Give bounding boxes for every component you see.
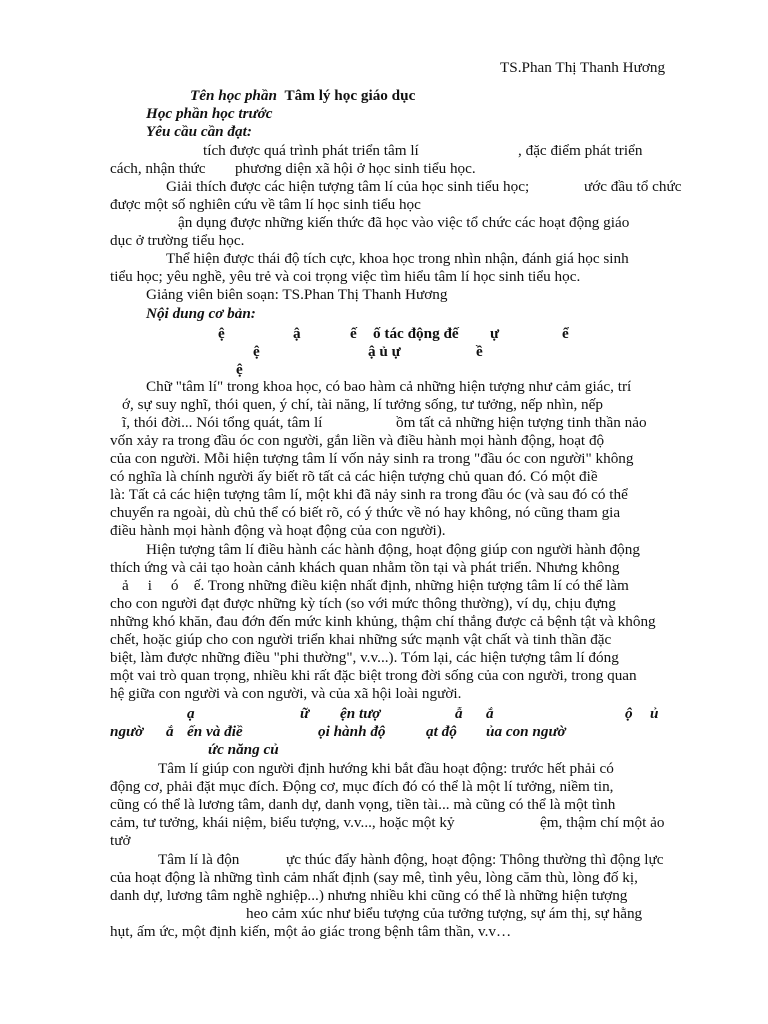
req-line-1a: tích được quá trình phát triển tâm lí bbox=[203, 142, 419, 159]
para3-line: động cơ, phải đặt mục đích. Động cơ, mục đích đó có thể là một lí tưởng, niềm tin, bbox=[110, 778, 614, 795]
req-line-5: ận dụng được những kiến thức đã học vào việc tổ chức các hoạt động giáo bbox=[178, 214, 630, 231]
para2-line: Hiện tượng tâm lí điều hành các hành động, hoạt động giúp con người hành động bbox=[146, 541, 640, 558]
para4-line: danh dự, lương tâm nghề nghiệp...) nhưng nhiều khi cũng có thể là những hiện tượng bbox=[110, 887, 628, 904]
heading2-frag: ến và điề bbox=[187, 723, 243, 740]
course-title-line bbox=[190, 87, 415, 105]
req-line-3b: ước đầu tổ chức bbox=[584, 178, 682, 195]
para1-line: điều hành mọi hành động và hoạt động của con người). bbox=[110, 522, 446, 539]
heading2-frag: ắ bbox=[166, 723, 174, 740]
para1-line: vốn xảy ra trong đầu óc con người, gắn liền và điều hành mọi hành động, hoạt độ bbox=[110, 432, 605, 449]
heading-frag: ố tác động đế bbox=[373, 325, 459, 342]
content-label: Nội dung cơ bản: bbox=[146, 305, 256, 322]
para4-line: heo cảm xúc như biểu tượng của tưởng tượng, sự ám thị, sự hằng bbox=[246, 905, 643, 922]
para2-line: thích ứng và cải tạo hoàn cảnh khách quan nhằm tồn tại và phát triển. Nhưng không bbox=[110, 559, 620, 576]
heading-frag: ậ ủ ự bbox=[368, 343, 401, 360]
prereq-label: Học phần học trước bbox=[146, 105, 273, 122]
heading-frag: ệ bbox=[253, 343, 260, 360]
heading2-frag: ủ bbox=[650, 705, 659, 722]
para2-line: hệ giữa con người và con người, và của xã hội loài người. bbox=[110, 685, 462, 702]
para3-line: tưở bbox=[110, 832, 131, 849]
req-line-4: được một số nghiên cứu về tâm lí học sinh tiểu học bbox=[110, 196, 421, 213]
heading2-frag: ủa con ngườ bbox=[486, 723, 566, 740]
req-line-2a: cách, nhận thức bbox=[110, 160, 206, 177]
req-line-8: tiểu học; yêu nghề, yêu trẻ và coi trọng việc tìm hiểu tâm lí học sinh tiểu học. bbox=[110, 268, 581, 285]
para3-line: ệm, thậm chí một ảo bbox=[540, 814, 665, 831]
para2-line: chết, hoặc giúp cho con người triển khai những sức mạnh vật chất và tinh thần đặc bbox=[110, 631, 612, 648]
para1-line: ớ, sự suy nghĩ, thói quen, ý chí, tài năng, lí tưởng sống, tư tưởng, nếp nhìn, nếp bbox=[122, 396, 603, 413]
heading2-frag: ức năng củ bbox=[208, 741, 279, 758]
requirements-label: Yêu cầu cần đạt: bbox=[146, 123, 252, 140]
heading2-frag: ọi hành độ bbox=[318, 723, 386, 740]
para1-line: chuyển ra ngoài, dù chủ thể có biết rõ, có ý thức về nó hay không, nó cũng tham gia bbox=[110, 504, 621, 521]
para3-line: Tâm lí giúp con người định hướng khi bắt đầu hoạt động: trước hết phải có bbox=[158, 760, 614, 777]
heading2-frag: ạt độ bbox=[426, 723, 457, 740]
heading2-frag: ắ bbox=[486, 705, 494, 722]
heading2-frag: ộ bbox=[625, 705, 633, 722]
para1-line: có nghĩa là chính người ấy biết rõ tất cả các hiện tượng chủ quan đó. Có một điề bbox=[110, 468, 598, 485]
heading2-frag: ẫ bbox=[455, 705, 463, 722]
para3-line: cảm, tư tưởng, khái niệm, biểu tượng, v.v..., hoặc một kỷ bbox=[110, 814, 455, 831]
para2-line: biệt, làm được những điều "phi thường", v.v...). Tóm lại, các hiện tượng tâm lí đóng bbox=[110, 649, 619, 666]
course-name: Tâm lý học giáo dục bbox=[284, 87, 416, 104]
heading-frag: ệ bbox=[218, 325, 225, 342]
para1-line: ồm tất cả những hiện tượng tinh thần nảo bbox=[396, 414, 647, 431]
req-line-2b: phương diện xã hội ở học sinh tiểu học. bbox=[235, 160, 476, 177]
para1-line: ĩ, thói đời... Nói tổng quát, tâm lí bbox=[122, 414, 323, 431]
req-line-3a: Giải thích được các hiện tượng tâm lí của học sinh tiểu học; bbox=[166, 178, 530, 195]
req-line-7: Thể hiện được thái độ tích cực, khoa học trong nhìn nhận, đánh giá học sinh bbox=[166, 250, 629, 267]
heading-frag: ự bbox=[490, 325, 500, 342]
para2-line: ả i ó ế. Trong những điều kiện nhất định, những hiện tượng tâm lí có thể làm bbox=[122, 577, 629, 594]
para3-line: cũng có thể là lương tâm, danh dự, danh vọng, tiền tài... mà cũng có thể là một tình bbox=[110, 796, 616, 813]
course-label: Tên học phần bbox=[190, 87, 277, 104]
req-line-6: dục ở trường tiểu học. bbox=[110, 232, 245, 249]
para4-line: Tâm lí là độn bbox=[158, 851, 240, 868]
author-header: TS.Phan Thị Thanh Hương bbox=[500, 59, 666, 76]
para4-line: ực thúc đẩy hành động, hoạt động: Thông thường thì động lực bbox=[286, 851, 664, 868]
para4-line: của hoạt động là những tình cảm nhất định (say mê, tình yêu, lòng căm thù, lòng đố kị, bbox=[110, 869, 638, 886]
heading-frag: ệ bbox=[236, 361, 243, 378]
para1-line: Chữ "tâm lí" trong khoa học, có bao hàm cả những hiện tượng như cảm giác, trí bbox=[146, 378, 632, 395]
heading-frag: ề bbox=[476, 343, 483, 360]
para2-line: một vai trò quan trọng, nhiều khi rất đặc biệt trong đời sống của con người, trong quan bbox=[110, 667, 637, 684]
heading2-frag: ện tượ bbox=[340, 705, 381, 722]
heading2-frag: ữ bbox=[300, 705, 310, 722]
para1-line: của con người. Mỗi hiện tượng tâm lí vốn nảy sinh ra trong "đầu óc con người" không bbox=[110, 450, 634, 467]
para2-line: những khó khăn, đau đớn đến mức kinh khủng, thậm chí thắng được cả bệnh tật và không bbox=[110, 613, 656, 630]
heading-frag: ể bbox=[562, 325, 569, 342]
heading-frag: ậ bbox=[293, 325, 301, 342]
para1-line: là: Tất cả các hiện tượng tâm lí, một khi đã nảy sinh ra trong đầu óc (và sau đó có thể bbox=[110, 486, 628, 503]
para2-line: cho con người đạt được những kỳ tích (so với mức thông thường), ví dụ, chịu đựng bbox=[110, 595, 616, 612]
req-line-1b: , đặc điểm phát triển bbox=[518, 142, 643, 159]
heading-frag: ế bbox=[350, 325, 357, 342]
heading2-frag: ạ bbox=[187, 705, 195, 722]
heading2-frag: ngườ bbox=[110, 723, 144, 740]
para4-line: hụt, ấm ức, một định kiến, một ảo giác trong bệnh tâm thần, v.v… bbox=[110, 923, 512, 940]
lecturer-line: Giảng viên biên soạn: TS.Phan Thị Thanh Hương bbox=[146, 286, 448, 303]
